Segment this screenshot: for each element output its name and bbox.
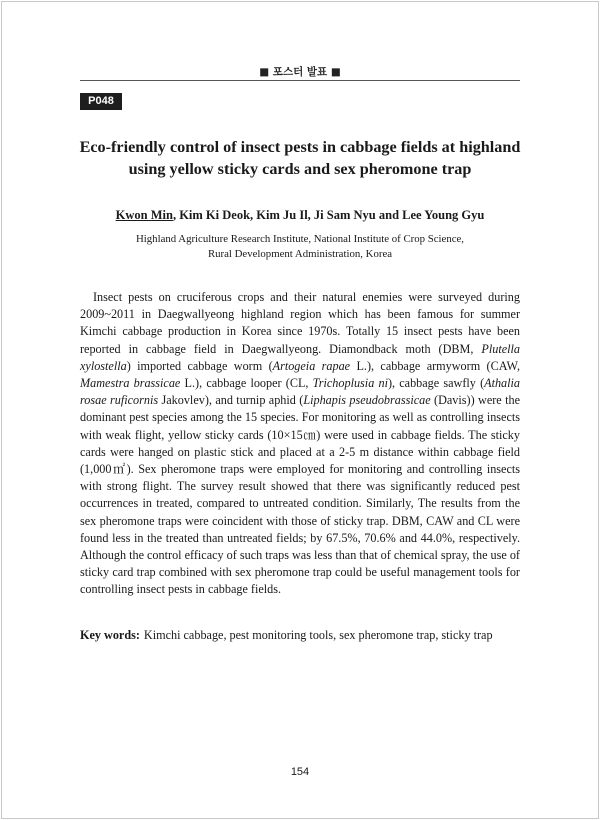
abstract-text: ) imported cabbage worm (	[126, 358, 273, 373]
header-divider	[80, 80, 520, 81]
species-name: Mamestra brassicae	[80, 376, 181, 391]
species-name: Plutella xylostella	[80, 341, 520, 373]
presenting-author: Kwon Min	[115, 208, 173, 222]
species-name: Athalia rosae ruficornis	[80, 376, 521, 408]
keywords	[80, 627, 520, 645]
keywords-label: Key words:	[80, 628, 140, 642]
affiliation-line-1: Highland Agriculture Research Institute, National Institute of Crop Science,	[135, 233, 465, 245]
species-name: Artogeia rapae	[272, 358, 351, 373]
page-number: 154	[290, 766, 310, 778]
title-line-1: Eco-friendly control of insect pests in cabbage fields at highland	[79, 138, 521, 156]
abstract-text: L.), cabbage looper (CL,	[180, 376, 313, 391]
affiliation-line-2: Rural Development Administration, Korea	[207, 247, 393, 260]
abstract-text: L.), cabbage armyworm (CAW,	[350, 358, 520, 373]
species-name: Trichoplusia ni	[312, 376, 388, 391]
species-name: Liphapis pseudobrassicae	[303, 393, 431, 408]
abstract-text: (Davis)) were the dominant pest species among the 15 species. For monitoring as well as controlling insects with weak flight, yellow sticky cards (10×15㎝) were used in cabbage fields. The sticky cards were hanged on plastic stick and placed at a 2-5 m distance within cabbage field (1,000㎡). Sex pheromone traps were employed for monitoring and controlling insects with strong flight. The survey result showed that there was significantly reduced pest occurrences in treated, compared to untreated condition. Similarly, The results from the sex pheromone traps were coincident with those of sticky trap. DBM, CAW and CL were found less in the treated than untreated fields; by 67.5%, 70.6% and 44.0%, respectively. Although the control efficacy of such traps was less than that of chemical spray, the use of sticky card trap combined with sex pheromone trap could be useful management tools for controlling insect pests in cabbage fields.	[80, 393, 520, 597]
keywords-list: Kimchi cabbage, pest monitoring tools, sex pheromone trap, sticky trap	[143, 628, 493, 642]
title-line-2: using yellow sticky cards and sex pheromone trap	[128, 160, 472, 178]
author-list	[0, 208, 600, 223]
abstract-text: Jakovlev), and turnip aphid (	[158, 393, 304, 408]
abstract-body	[80, 289, 520, 599]
abstract-text: Insect pests on cruciferous crops and their natural enemies were surveyed during 2009~2011 in Daegwallyeong highland region which has been famous for summer Kimchi cabbage production in Korea since 1970s. Totally 15 insect pests have been reported in cabbage field in Daegwallyeong. Diamondback moth (DBM,	[80, 290, 520, 356]
paper-title	[60, 136, 540, 180]
co-authors: , Kim Ki Deok, Kim Ju Il, Ji Sam Nyu and Lee Young Gyu	[172, 208, 485, 222]
abstract-text: ), cabbage sawfly (	[387, 376, 485, 391]
section-header: ■ 포스터 발표 ■	[259, 66, 341, 78]
affiliation	[40, 232, 560, 261]
poster-code-badge: P048	[80, 93, 122, 110]
